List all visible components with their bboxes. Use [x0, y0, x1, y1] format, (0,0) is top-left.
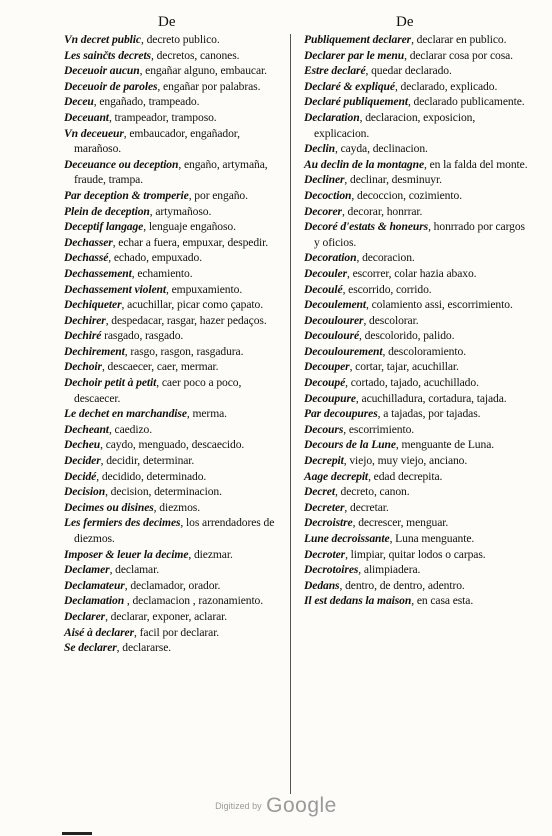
entry-gloss: , lenguaje engañoso. — [143, 220, 236, 234]
entry-gloss: , declamacion , razonamiento. — [124, 594, 264, 608]
entry-headword: Decoupé — [304, 376, 346, 390]
entry-headword: Declamation — [64, 594, 125, 608]
entry-gloss: , empuxamiento. — [166, 282, 243, 296]
entry-gloss: , decision, determinacion. — [105, 485, 222, 499]
entry-headword: Decrotoires — [304, 563, 359, 577]
entry-headword: Imposer & leuer la decime — [64, 547, 189, 561]
entry-gloss: , acuchillar, picar como çapato. — [121, 298, 264, 312]
entry-gloss: , cortado, tajado, acuchillado. — [345, 376, 479, 390]
entry-gloss: , en casa esta. — [411, 594, 474, 608]
dictionary-entry — [64, 547, 276, 563]
entry-headword: Decoulement — [304, 298, 367, 312]
dictionary-entry — [64, 515, 276, 546]
dictionary-entry — [64, 375, 276, 406]
entry-headword: Deceuant — [64, 110, 109, 124]
dictionary-entry — [304, 515, 528, 531]
entry-headword: Decorer — [304, 204, 342, 218]
entry-headword: Declin — [304, 142, 335, 156]
dictionary-entry — [304, 110, 528, 141]
entry-headword: Deceu — [64, 95, 94, 109]
dictionary-entry — [64, 593, 276, 609]
dictionary-entry — [64, 63, 276, 79]
entry-headword: Decoulourement — [304, 344, 383, 358]
entry-headword: Dechassé — [64, 251, 109, 265]
google-logo: Google — [266, 794, 337, 817]
entry-gloss: , a tajadas, por tajadas. — [377, 407, 481, 421]
entry-gloss: , declinar, desminuyr. — [344, 173, 442, 187]
entry-gloss: , declararse. — [116, 641, 172, 655]
entry-gloss: , engañar por palabras. — [157, 79, 261, 93]
dictionary-entry — [64, 437, 276, 453]
entry-headword: Decoulé — [304, 282, 343, 296]
entry-gloss: , cortar, tajar, acuchillar. — [349, 360, 459, 374]
dictionary-entry — [304, 79, 528, 95]
entry-gloss: , en la falda del monte. — [424, 157, 528, 171]
dictionary-entry — [304, 500, 528, 516]
dictionary-entry — [64, 313, 276, 329]
entry-headword: Dechirement — [64, 344, 125, 358]
dictionary-entry — [304, 172, 528, 188]
entry-gloss: , echado, empuxado. — [108, 251, 202, 265]
entry-headword: Aage decrepit — [304, 469, 369, 483]
entry-gloss: , descolorar. — [363, 313, 419, 327]
dictionary-entry — [304, 531, 528, 547]
entry-headword: Se declarer — [64, 641, 117, 655]
entry-headword: Dedans — [304, 578, 340, 592]
entry-headword: Dechoir — [64, 360, 102, 374]
dictionary-entry — [64, 640, 276, 656]
scan-edge-mark — [62, 832, 92, 835]
dictionary-entry — [64, 282, 276, 298]
dictionary-entry — [64, 344, 276, 360]
entry-gloss: , echar a fuera, empuxar, despedir. — [112, 235, 269, 249]
entry-gloss: , decoccion, cozimiento. — [351, 188, 463, 202]
entry-headword: Deceptif langage — [64, 220, 144, 234]
dictionary-entry — [304, 63, 528, 79]
entry-gloss: , declarar en publico. — [411, 33, 507, 46]
entry-headword: Par deception & tromperie — [64, 188, 189, 202]
entry-headword: Dechiqueter — [64, 298, 122, 312]
running-head-right: De — [396, 14, 414, 30]
entry-gloss: , caedizo. — [108, 422, 153, 436]
entry-gloss: , artymañoso. — [149, 204, 212, 218]
entry-headword: Decroistre — [304, 516, 353, 530]
entry-gloss: , engañado, trampeado. — [93, 95, 200, 109]
dictionary-entry — [304, 484, 528, 500]
entry-headword: Declarer — [64, 609, 106, 623]
dictionary-entry — [304, 141, 528, 157]
dictionary-entry — [304, 250, 528, 266]
dictionary-entry — [64, 453, 276, 469]
dictionary-entry — [64, 48, 276, 64]
entry-headword: Decision — [64, 485, 106, 499]
entry-headword: Dechoir petit à petit — [64, 376, 157, 390]
entry-gloss: , limpiar, quitar lodos o carpas. — [345, 547, 486, 561]
entry-headword: Dechassement violent — [64, 282, 167, 296]
entry-gloss: , decreto, canon. — [334, 485, 410, 499]
dictionary-entry — [304, 313, 528, 329]
dictionary-entry — [64, 250, 276, 266]
entry-gloss: , merma. — [186, 407, 227, 421]
digitized-label: Digitized by — [215, 801, 262, 811]
dictionary-entry — [64, 578, 276, 594]
entry-gloss: , declaracion, exposicion, explicacion. — [314, 110, 476, 140]
dictionary-entry — [64, 32, 276, 48]
dictionary-entry — [304, 469, 528, 485]
dictionary-entry — [64, 94, 276, 110]
dictionary-entry — [304, 375, 528, 391]
entry-gloss: , engañar alguno, embaucar. — [139, 64, 267, 78]
entry-gloss: , descoloramiento. — [382, 344, 466, 358]
entry-headword: Publiquement declarer — [304, 33, 412, 46]
dictionary-entry — [304, 547, 528, 563]
entry-gloss: , decoracion. — [356, 251, 415, 265]
dictionary-entry — [304, 48, 528, 64]
entry-headword: Decheant — [64, 422, 109, 436]
entry-gloss: , cayda, declinacion. — [334, 142, 428, 156]
entry-gloss: , honrrado por cargos y oficios. — [314, 220, 525, 249]
entry-headword: Dechassement — [64, 266, 132, 280]
entry-headword: Declaré publiquement — [304, 95, 408, 109]
running-head-left: De — [158, 14, 176, 30]
entry-headword: Deceuoir aucun — [64, 64, 140, 78]
entry-headword: Vn deceueur — [64, 126, 124, 140]
column-divider — [290, 34, 291, 794]
entry-gloss: , engaño, artymaña, fraude, trampa. — [74, 157, 268, 187]
entry-gloss: , dentro, de dentro, adentro. — [339, 578, 465, 592]
entry-gloss: , por engaño. — [188, 188, 248, 202]
entry-gloss: , alimpiadera. — [358, 563, 421, 577]
dictionary-entry — [304, 406, 528, 422]
dictionary-entry — [64, 359, 276, 375]
entry-headword: Deceuoir de paroles — [64, 79, 158, 93]
entry-gloss: , trampeador, tramposo. — [108, 110, 217, 124]
entry-headword: Decoupure — [304, 391, 356, 405]
entry-headword: Declamateur — [64, 578, 125, 592]
dictionary-entry — [304, 282, 528, 298]
entry-headword: Les fermiers des decimes — [64, 516, 181, 530]
entry-headword: Dechirer — [64, 313, 106, 327]
entry-headword: Decouper — [304, 360, 350, 374]
dictionary-entry — [304, 593, 528, 609]
entry-headword: Au declin de la montagne — [304, 157, 424, 171]
entry-gloss: , decorar, honrrar. — [341, 204, 423, 218]
entry-gloss: , Luna menguante. — [389, 532, 475, 545]
entry-gloss: rasgado, rasgado. — [101, 329, 184, 343]
entry-gloss: , decidido, determinado. — [96, 469, 207, 483]
dictionary-entry — [304, 219, 528, 250]
entry-headword: Vn decret public — [64, 33, 141, 46]
dictionary-entry — [64, 219, 276, 235]
dictionary-entry — [64, 562, 276, 578]
entry-headword: Plein de deception — [64, 204, 150, 218]
entry-gloss: , decretos, canones. — [150, 48, 240, 62]
entry-headword: Dechiré — [64, 329, 102, 343]
entry-gloss: , diezmar. — [188, 547, 233, 561]
entry-gloss: , los arrendadores de diezmos. — [74, 516, 275, 545]
dictionary-entry — [64, 79, 276, 95]
entry-headword: Declamer — [64, 563, 110, 577]
entry-gloss: , echamiento. — [131, 266, 193, 280]
entry-gloss: , menguante de Luna. — [395, 438, 495, 452]
entry-gloss: , descolorido, palido. — [359, 329, 455, 343]
entry-gloss: , descaecer, caer, mermar. — [101, 360, 219, 374]
entry-headword: Declaration — [304, 110, 360, 124]
entry-headword: Decimes ou disines — [64, 500, 154, 514]
dictionary-entry — [64, 609, 276, 625]
entry-gloss: , viejo, muy viejo, anciano. — [343, 454, 468, 468]
left-column — [64, 32, 276, 656]
dictionary-entry — [64, 406, 276, 422]
dictionary-entry — [64, 297, 276, 313]
dictionary-entry — [304, 437, 528, 453]
entry-gloss: , decrescer, menguar. — [352, 516, 449, 530]
dictionary-entry — [304, 391, 528, 407]
dictionary-entry — [304, 328, 528, 344]
entry-headword: Decliner — [304, 173, 345, 187]
dictionary-entry — [304, 188, 528, 204]
entry-headword: Decheu — [64, 438, 101, 452]
entry-headword: Decreter — [304, 500, 345, 514]
entry-headword: Decret — [304, 485, 335, 499]
dictionary-entry — [304, 32, 528, 48]
entry-gloss: , facil por declarar. — [133, 625, 220, 639]
dictionary-entry — [304, 453, 528, 469]
dictionary-entry — [64, 235, 276, 251]
entry-gloss: , caer poco a poco, descaecer. — [74, 376, 242, 405]
dictionary-entry — [304, 204, 528, 220]
right-column — [304, 32, 528, 609]
dictionary-entry — [64, 204, 276, 220]
entry-gloss: , declamar. — [109, 563, 159, 577]
dictionary-entry — [64, 484, 276, 500]
entry-headword: Decoulouré — [304, 329, 360, 343]
entry-gloss: , decretar. — [344, 500, 389, 514]
dictionary-entry — [304, 359, 528, 375]
entry-gloss: , declarado, explicado. — [394, 79, 498, 93]
dictionary-entry — [64, 188, 276, 204]
entry-gloss: , quedar declarado. — [365, 64, 452, 78]
dictionary-entry — [304, 157, 528, 173]
dictionary-entry — [304, 94, 528, 110]
entry-gloss: , declamador, orador. — [124, 578, 221, 592]
dictionary-entry — [64, 266, 276, 282]
entry-headword: Declaré & expliqué — [304, 79, 395, 93]
entry-gloss: , escorrido, corrido. — [342, 282, 432, 296]
entry-gloss: , declarado publicamente. — [407, 95, 525, 109]
entry-gloss: , colamiento assi, escorrimiento. — [366, 298, 513, 312]
entry-gloss: , embaucador, engañador, marañoso. — [74, 126, 240, 156]
dictionary-entry — [304, 297, 528, 313]
dictionary-entry — [304, 422, 528, 438]
entry-headword: Decider — [64, 454, 101, 468]
dictionary-entry — [64, 110, 276, 126]
entry-gloss: , decreto publico. — [140, 33, 220, 46]
dictionary-entry — [304, 266, 528, 282]
entry-headword: Lune decroissante — [304, 532, 390, 545]
entry-gloss: , edad decrepita. — [368, 469, 443, 483]
dictionary-entry — [64, 328, 276, 344]
entry-headword: Deceuance ou deception — [64, 157, 179, 171]
entry-headword: Decoration — [304, 251, 357, 265]
dictionary-entry — [304, 344, 528, 360]
dictionary-entry — [64, 422, 276, 438]
dictionary-entry — [64, 469, 276, 485]
entry-gloss: , decidir, determinar. — [100, 454, 195, 468]
entry-headword: Dechasser — [64, 235, 113, 249]
entry-gloss: , caydo, menguado, descaecido. — [100, 438, 245, 452]
entry-headword: Aisé à declarer — [64, 625, 134, 639]
entry-headword: Decidé — [64, 469, 97, 483]
dictionary-entry — [64, 500, 276, 516]
entry-headword: Par decoupures — [304, 407, 378, 421]
entry-headword: Decrepit — [304, 454, 344, 468]
entry-gloss: , diezmos. — [153, 500, 201, 514]
dictionary-entry — [64, 126, 276, 157]
entry-headword: Les sainčts decrets — [64, 48, 151, 62]
entry-headword: Estre declaré — [304, 64, 366, 78]
dictionary-entry — [304, 562, 528, 578]
digitized-footer — [0, 794, 552, 818]
entry-headword: Il est dedans la maison — [304, 594, 412, 608]
entry-gloss: , escorrimiento. — [343, 422, 415, 436]
entry-headword: Decouler — [304, 266, 347, 280]
entry-headword: Le dechet en marchandise — [64, 407, 187, 421]
entry-headword: Decroter — [304, 547, 346, 561]
entry-headword: Decoction — [304, 188, 352, 202]
entry-gloss: , declarar, exponer, aclarar. — [105, 609, 228, 623]
entry-headword: Decoré d'estats & honeurs — [304, 220, 429, 234]
dictionary-entry — [304, 578, 528, 594]
dictionary-entry — [64, 157, 276, 188]
entry-gloss: , declarar cosa por cosa. — [404, 48, 513, 62]
entry-gloss: , rasgo, rasgon, rasgadura. — [124, 344, 244, 358]
entry-headword: Decours de la Lune — [304, 438, 396, 452]
entry-gloss: , acuchilladura, cortadura, tajada. — [355, 391, 507, 405]
entry-gloss: , despedacar, rasgar, hazer pedaços. — [105, 313, 267, 327]
entry-headword: Declarer par le menu — [304, 48, 405, 62]
entry-headword: Decoulourer — [304, 313, 364, 327]
entry-headword: Decours — [304, 422, 344, 436]
entry-gloss: , escorrer, colar hazia abaxo. — [347, 266, 477, 280]
dictionary-entry — [64, 625, 276, 641]
